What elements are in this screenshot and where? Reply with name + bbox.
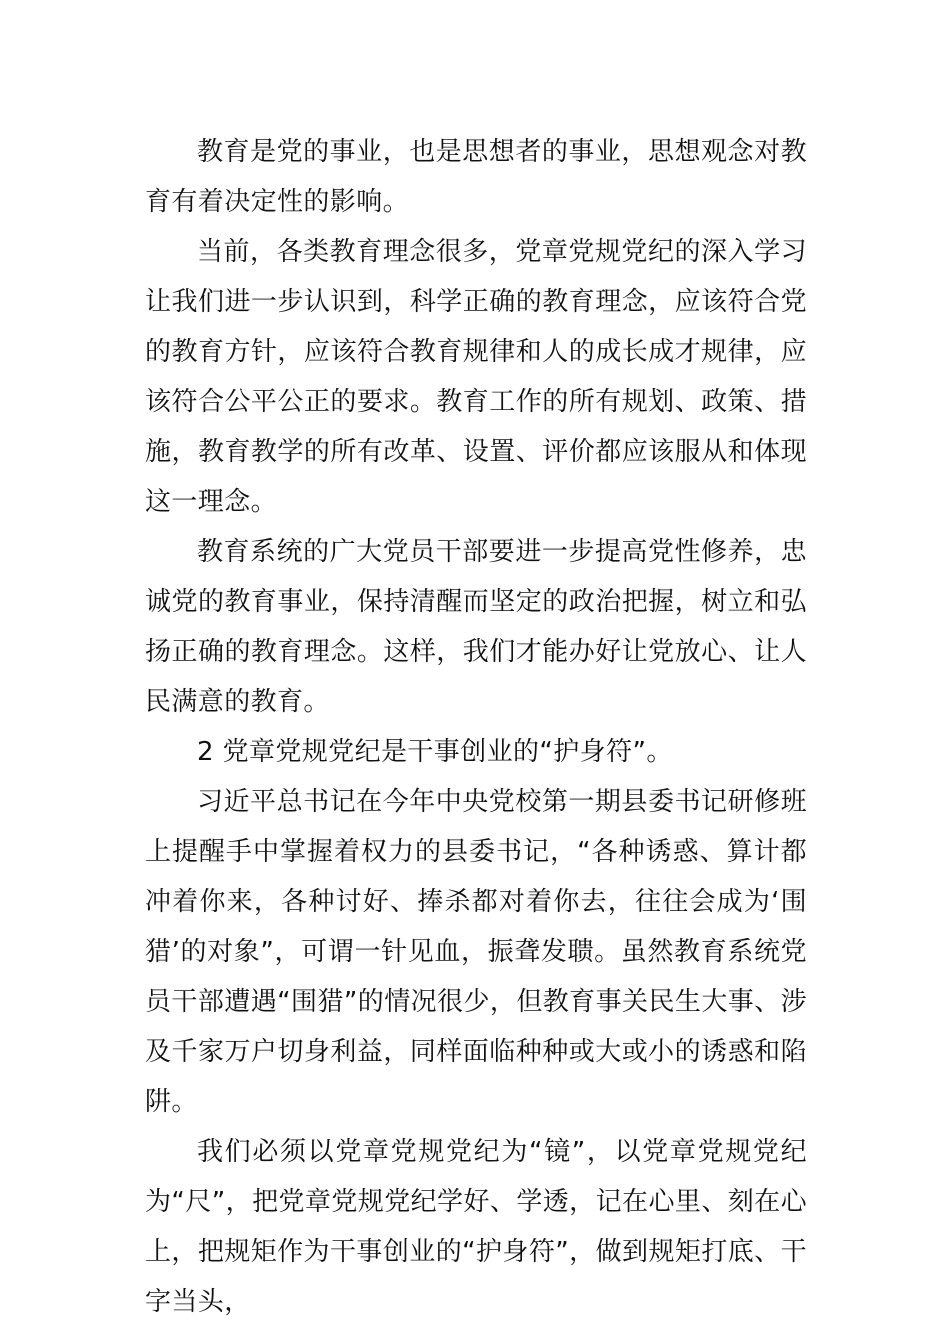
paragraph-2: 当前，各类教育理念很多，党章党规党纪的深入学习让我们进一步认识到，科学正确的教育理念，应该符合党的教育方针，应该符合教育规律和人的成长成才规律，应该符合公平公正的要求。教育工作的所有规划、政策、措施，教育教学的所有改革、设置、评价都应该服从和体现这一理念。 [145,237,807,517]
paragraph-3: 教育系统的广大党员干部要进一步提高党性修养，忠诚党的教育事业，保持清醒而坚定的政治把握，树立和弘扬正确的教育理念。这样，我们才能办好让党放心、让人民满意的教育。 [145,537,807,717]
section-heading: 2 党章党规党纪是干事创业的“护身符”。 [197,737,673,767]
document-body [145,127,807,1327]
paragraph-1: 教育是党的事业，也是思想者的事业，思想观念对教育有着决定性的影响。 [145,137,807,217]
paragraph-4: 习近平总书记在今年中央党校第一期县委书记研修班上提醒手中掌握着权力的县委书记，“各种诱惑、算计都冲着你来，各种讨好、捧杀都对着你去，往往会成为‘围猎’的对象”，可谓一针见血，振聋发聩。虽然教育系统党员干部遭遇“围猎”的情况很少，但教育事关民生大事、涉及千家万户切身利益，同样面临种种或大或小的诱惑和陷阱。 [145,787,807,1117]
paragraph-5: 我们必须以党章党规党纪为“镜”，以党章党规党纪为“尺”，把党章党规党纪学好、学透，记在心里、刻在心上，把规矩作为干事创业的“护身符”，做到规矩打底、干字当头， [145,1137,807,1317]
